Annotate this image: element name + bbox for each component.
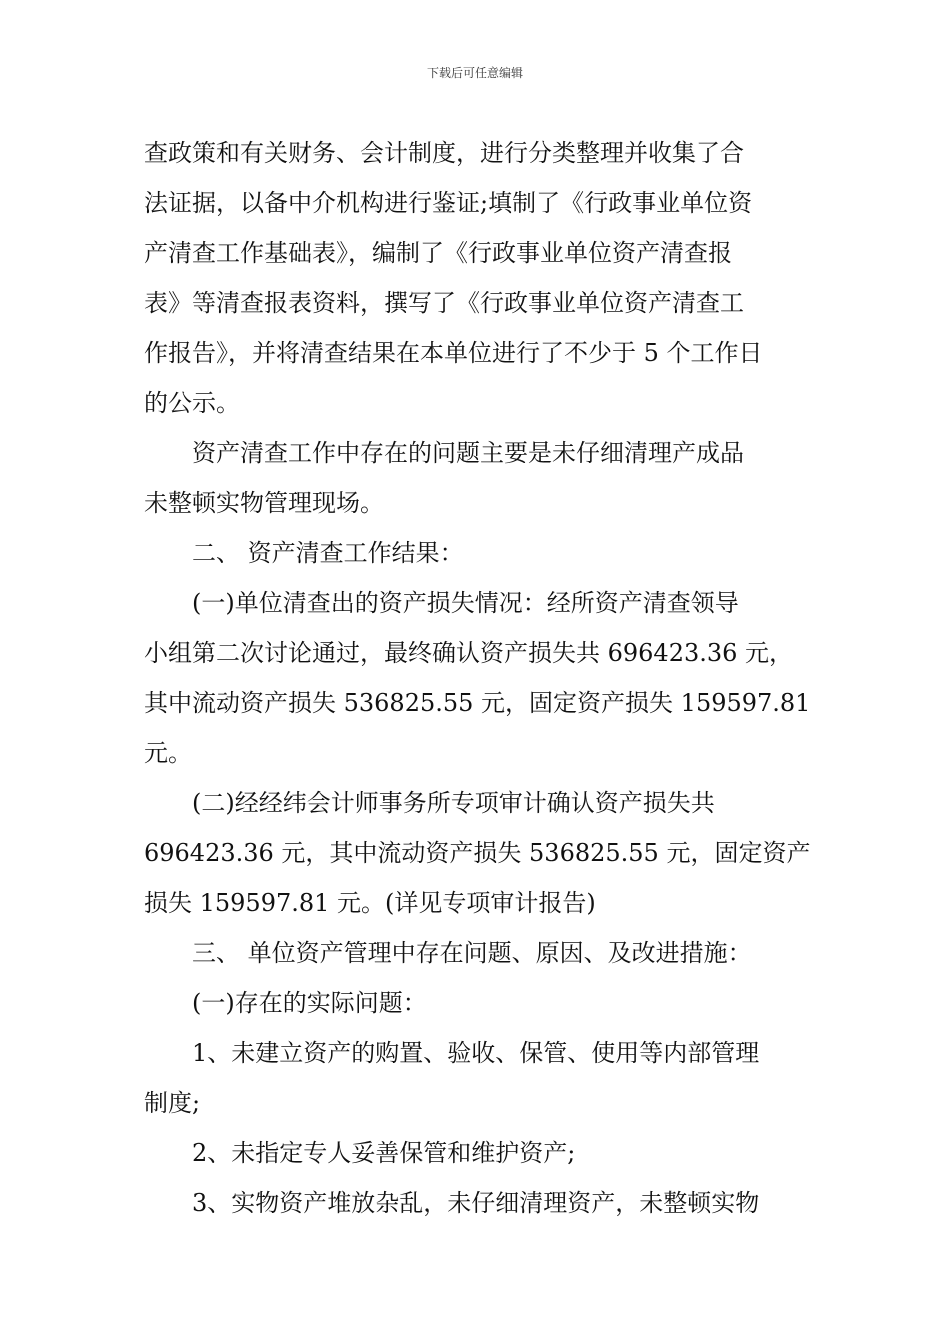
- body-line: 696423.36 元，其中流动资产损失 536825.55 元，固定资产: [144, 839, 811, 867]
- body-line: 查政策和有关财务、会计制度，进行分类整理并收集了合: [144, 139, 744, 167]
- body-line: 1、未建立资产的购置、验收、保管、使用等内部管理: [144, 1039, 760, 1067]
- body-line: (一)存在的实际问题：: [144, 989, 427, 1017]
- document-body: [144, 128, 814, 1228]
- body-line: 产清查工作基础表》，编制了《行政事业单位资产清查报: [144, 239, 732, 267]
- page-header: 下载后可任意编辑: [426, 66, 523, 80]
- body-line: 损失 159597.81 元。(详见专项审计报告): [144, 889, 596, 917]
- body-line: 制度;: [144, 1089, 201, 1117]
- body-line: 其中流动资产损失 536825.55 元，固定资产损失 159597.81: [144, 689, 811, 717]
- body-line: 3、实物资产堆放杂乱，未仔细清理资产，未整顿实物: [144, 1189, 760, 1217]
- body-line: (一)单位清查出的资产损失情况：经所资产清查领导: [144, 589, 739, 617]
- section-heading: 二、 资产清查工作结果：: [144, 539, 464, 567]
- body-line: 2、未指定专人妥善保管和维护资产;: [144, 1139, 576, 1167]
- body-line: 未整顿实物管理现场。: [144, 489, 384, 517]
- body-line: 作报告》，并将清查结果在本单位进行了不少于 5 个工作日: [144, 339, 763, 367]
- body-line: (二)经经纬会计师事务所专项审计确认资产损失共: [144, 789, 715, 817]
- body-line: 法证据，以备中介机构进行鉴证;填制了《行政事业单位资: [144, 189, 753, 217]
- body-line: 的公示。: [144, 389, 240, 417]
- body-line: 元。: [144, 739, 192, 767]
- body-line: 表》等清查报表资料，撰写了《行政事业单位资产清查工: [144, 289, 744, 317]
- section-heading: 三、 单位资产管理中存在问题、原因、及改进措施：: [144, 939, 752, 967]
- body-line: 小组第二次讨论通过，最终确认资产损失共 696423.36 元，: [144, 639, 794, 667]
- body-line: 资产清查工作中存在的问题主要是未仔细清理产成品: [144, 439, 744, 467]
